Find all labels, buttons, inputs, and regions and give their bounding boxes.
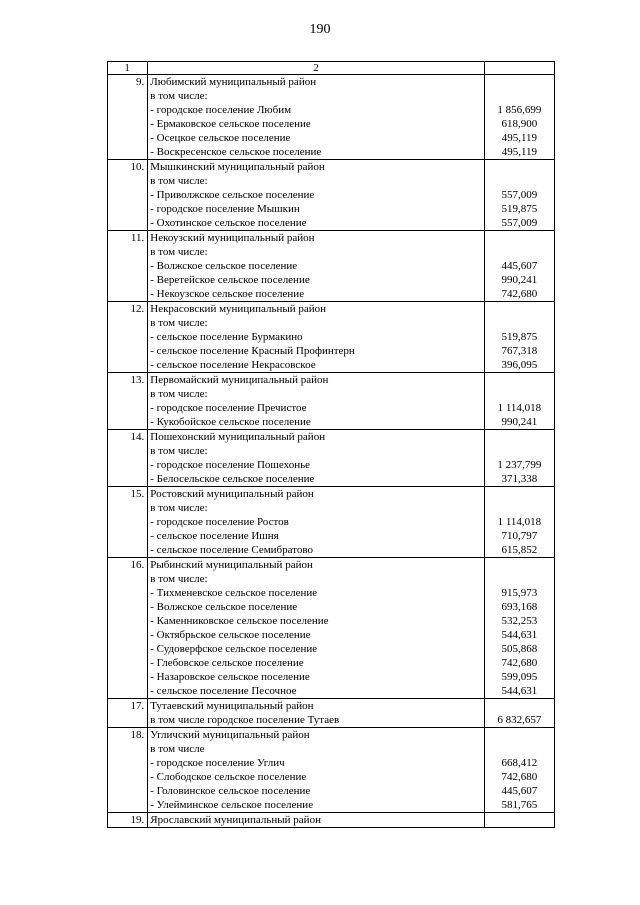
settlement-name: - Судоверфское сельское поселение xyxy=(150,643,318,655)
settlement-name: - Осецкое сельское поселение xyxy=(150,132,291,144)
settlement-value: 544,631 xyxy=(501,629,538,641)
value-cell xyxy=(484,231,554,302)
district-number: 10. xyxy=(108,160,148,231)
district-row xyxy=(108,75,555,160)
settlement-value: 599,095 xyxy=(501,671,538,683)
district-name: Некрасовский муниципальный район xyxy=(150,303,327,315)
header-col-value xyxy=(484,62,554,75)
district-cell xyxy=(148,231,484,302)
settlement-name: - Белосельское сельское поселение xyxy=(150,473,315,485)
settlement-value: 767,318 xyxy=(501,345,538,357)
value-cell xyxy=(484,813,554,828)
district-subtitle: в том числе: xyxy=(150,246,208,258)
settlement-value: 990,241 xyxy=(501,416,538,428)
settlement-name: - Каменниковское сельское поселение xyxy=(150,615,329,627)
district-cell xyxy=(148,430,484,487)
district-name: Любимский муниципальный район xyxy=(150,76,317,88)
value-spacer xyxy=(487,501,552,515)
district-number: 13. xyxy=(108,373,148,430)
value-spacer xyxy=(487,430,552,444)
district-cell xyxy=(148,728,484,813)
district-number: 11. xyxy=(108,231,148,302)
settlement-value: 668,412 xyxy=(501,757,538,769)
settlement-name: - Назаровское сельское поселение xyxy=(150,671,310,683)
settlement-name: - сельское поселение Семибратово xyxy=(150,544,314,556)
settlement-value: 742,680 xyxy=(501,657,538,669)
value-cell xyxy=(484,728,554,813)
table-body xyxy=(108,62,555,828)
settlement-value: 1 237,799 xyxy=(497,459,542,471)
settlement-name: - Слободское сельское поселение xyxy=(150,771,307,783)
settlement-value: 371,338 xyxy=(501,473,538,485)
settlement-name: - городское поселение Пречистое xyxy=(150,402,307,414)
header-col-name: 2 xyxy=(148,62,484,75)
district-subtitle: в том числе: xyxy=(150,502,208,514)
settlement-value: 445,607 xyxy=(501,785,538,797)
value-spacer xyxy=(487,558,552,572)
district-row xyxy=(108,160,555,231)
district-number: 19. xyxy=(108,813,148,828)
district-cell xyxy=(148,813,484,828)
settlement-value: 544,631 xyxy=(501,685,538,697)
district-number: 18. xyxy=(108,728,148,813)
district-cell xyxy=(148,558,484,699)
value-spacer xyxy=(487,572,552,586)
settlement-value: 396,095 xyxy=(501,359,538,371)
settlement-value: 742,680 xyxy=(501,771,538,783)
settlement-name: - Кукобойское сельское поселение xyxy=(150,416,311,428)
settlement-value: 519,875 xyxy=(501,203,538,215)
settlement-name: - Ермаковское сельское поселение xyxy=(150,118,311,130)
settlement-name: - Глебовское сельское поселение xyxy=(150,657,304,669)
value-cell xyxy=(484,75,554,160)
district-subtitle: в том числе: xyxy=(150,317,208,329)
settlement-name: - городское поселение Пошехонье xyxy=(150,459,310,471)
settlement-name: - городское поселение Мышкин xyxy=(150,203,300,215)
district-name: Пошехонский муниципальный район xyxy=(150,431,326,443)
settlement-value: 990,241 xyxy=(501,274,538,286)
settlement-name: - Головинское сельское поселение xyxy=(150,785,311,797)
settlement-name: - городское поселение Ростов xyxy=(150,516,289,528)
settlement-value: 581,765 xyxy=(501,799,538,811)
district-number: 16. xyxy=(108,558,148,699)
district-number: 14. xyxy=(108,430,148,487)
district-row xyxy=(108,728,555,813)
settlement-name: - сельское поселение Бурмакино xyxy=(150,331,303,343)
district-number: 9. xyxy=(108,75,148,160)
district-row xyxy=(108,699,555,728)
district-number: 17. xyxy=(108,699,148,728)
value-cell xyxy=(484,160,554,231)
settlement-name: - Некоузское сельское поселение xyxy=(150,288,305,300)
value-cell xyxy=(484,487,554,558)
budget-table xyxy=(107,61,555,828)
settlement-name: - городское поселение Любим xyxy=(150,104,292,116)
settlement-value: 445,607 xyxy=(501,260,538,272)
district-row xyxy=(108,302,555,373)
value-cell xyxy=(484,430,554,487)
district-subtitle: в том числе: xyxy=(150,90,208,102)
settlement-value: 495,119 xyxy=(501,132,538,144)
district-row xyxy=(108,558,555,699)
settlement-value: 1 114,018 xyxy=(497,402,542,414)
district-row xyxy=(108,373,555,430)
district-name: Первомайский муниципальный район xyxy=(150,374,329,386)
value-spacer xyxy=(487,444,552,458)
value-spacer xyxy=(487,387,552,401)
value-spacer xyxy=(487,487,552,501)
value-spacer xyxy=(487,231,552,245)
settlement-value: 1 856,699 xyxy=(497,104,542,116)
settlement-name: - Волжское сельское поселение xyxy=(150,260,298,272)
value-cell xyxy=(484,373,554,430)
value-spacer xyxy=(487,89,552,103)
settlement-name: - Веретейское сельское поселение xyxy=(150,274,310,286)
value-spacer xyxy=(487,373,552,387)
district-cell xyxy=(148,75,484,160)
settlement-value: 1 114,018 xyxy=(497,516,542,528)
settlement-value: 615,852 xyxy=(501,544,538,556)
settlement-value: 532,253 xyxy=(501,615,538,627)
settlement-value: 495,119 xyxy=(501,146,538,158)
page-number: 190 xyxy=(309,22,331,37)
district-row xyxy=(108,813,555,828)
settlement-name: - городское поселение Углич xyxy=(150,757,285,769)
district-cell xyxy=(148,302,484,373)
value-spacer xyxy=(487,302,552,316)
value-spacer xyxy=(487,699,552,713)
district-name: Некоузский муниципальный район xyxy=(150,232,315,244)
district-cell xyxy=(148,699,484,728)
settlement-value: 915,973 xyxy=(501,587,538,599)
value-spacer xyxy=(487,75,552,89)
district-row xyxy=(108,487,555,558)
district-total: 6 832,657 xyxy=(497,714,542,726)
value-spacer xyxy=(487,160,552,174)
value-spacer xyxy=(487,245,552,259)
district-name: Тутаевский муниципальный район xyxy=(150,700,314,712)
district-name: Ярославский муниципальный район xyxy=(150,814,321,826)
settlement-name: - Октябрьское сельское поселение xyxy=(150,629,311,641)
district-subtitle: в том числе: xyxy=(150,388,208,400)
district-row xyxy=(108,231,555,302)
value-spacer xyxy=(487,813,552,827)
district-subtitle: в том числе xyxy=(150,743,205,755)
district-subtitle: в том числе: xyxy=(150,445,208,457)
district-subtitle: в том числе: xyxy=(150,175,208,187)
district-cell xyxy=(148,487,484,558)
settlement-value: 742,680 xyxy=(501,288,538,300)
settlement-name: - Воскресенское сельское поселение xyxy=(150,146,322,158)
district-name: Мышкинский муниципальный район xyxy=(150,161,325,173)
header-col-number: 1 xyxy=(108,62,148,75)
settlement-name: - сельское поселение Ишня xyxy=(150,530,279,542)
value-spacer xyxy=(487,316,552,330)
settlement-name: - Приволжское сельское поселение xyxy=(150,189,315,201)
value-cell xyxy=(484,558,554,699)
district-cell xyxy=(148,160,484,231)
settlement-name: - Улейминское сельское поселение xyxy=(150,799,314,811)
value-cell xyxy=(484,699,554,728)
value-spacer xyxy=(487,174,552,188)
settlement-value: 557,009 xyxy=(501,189,538,201)
settlement-value: 557,009 xyxy=(501,217,538,229)
table-header-row xyxy=(108,62,555,75)
settlement-name: - сельское поселение Некрасовское xyxy=(150,359,316,371)
settlement-name: - Волжское сельское поселение xyxy=(150,601,298,613)
district-cell xyxy=(148,373,484,430)
district-row xyxy=(108,430,555,487)
settlement-value: 710,797 xyxy=(501,530,538,542)
settlement-value: 519,875 xyxy=(501,331,538,343)
district-subtitle: в том числе городское поселение Тутаев xyxy=(150,714,340,726)
district-number: 12. xyxy=(108,302,148,373)
district-name: Угличский муниципальный район xyxy=(150,729,310,741)
settlement-value: 693,168 xyxy=(501,601,538,613)
value-spacer xyxy=(487,742,552,756)
settlement-name: - Охотинское сельское поселение xyxy=(150,217,307,229)
settlement-name: - Тихменевское сельское поселение xyxy=(150,587,318,599)
settlement-name: - сельское поселение Красный Профинтерн xyxy=(150,345,355,357)
value-cell xyxy=(484,302,554,373)
value-spacer xyxy=(487,728,552,742)
settlement-value: 505,868 xyxy=(501,643,538,655)
settlement-value: 618,900 xyxy=(501,118,538,130)
district-subtitle: в том числе: xyxy=(150,573,208,585)
district-name: Ростовский муниципальный район xyxy=(150,488,314,500)
settlement-name: - сельское поселение Песочное xyxy=(150,685,297,697)
district-number: 15. xyxy=(108,487,148,558)
district-name: Рыбинский муниципальный район xyxy=(150,559,313,571)
